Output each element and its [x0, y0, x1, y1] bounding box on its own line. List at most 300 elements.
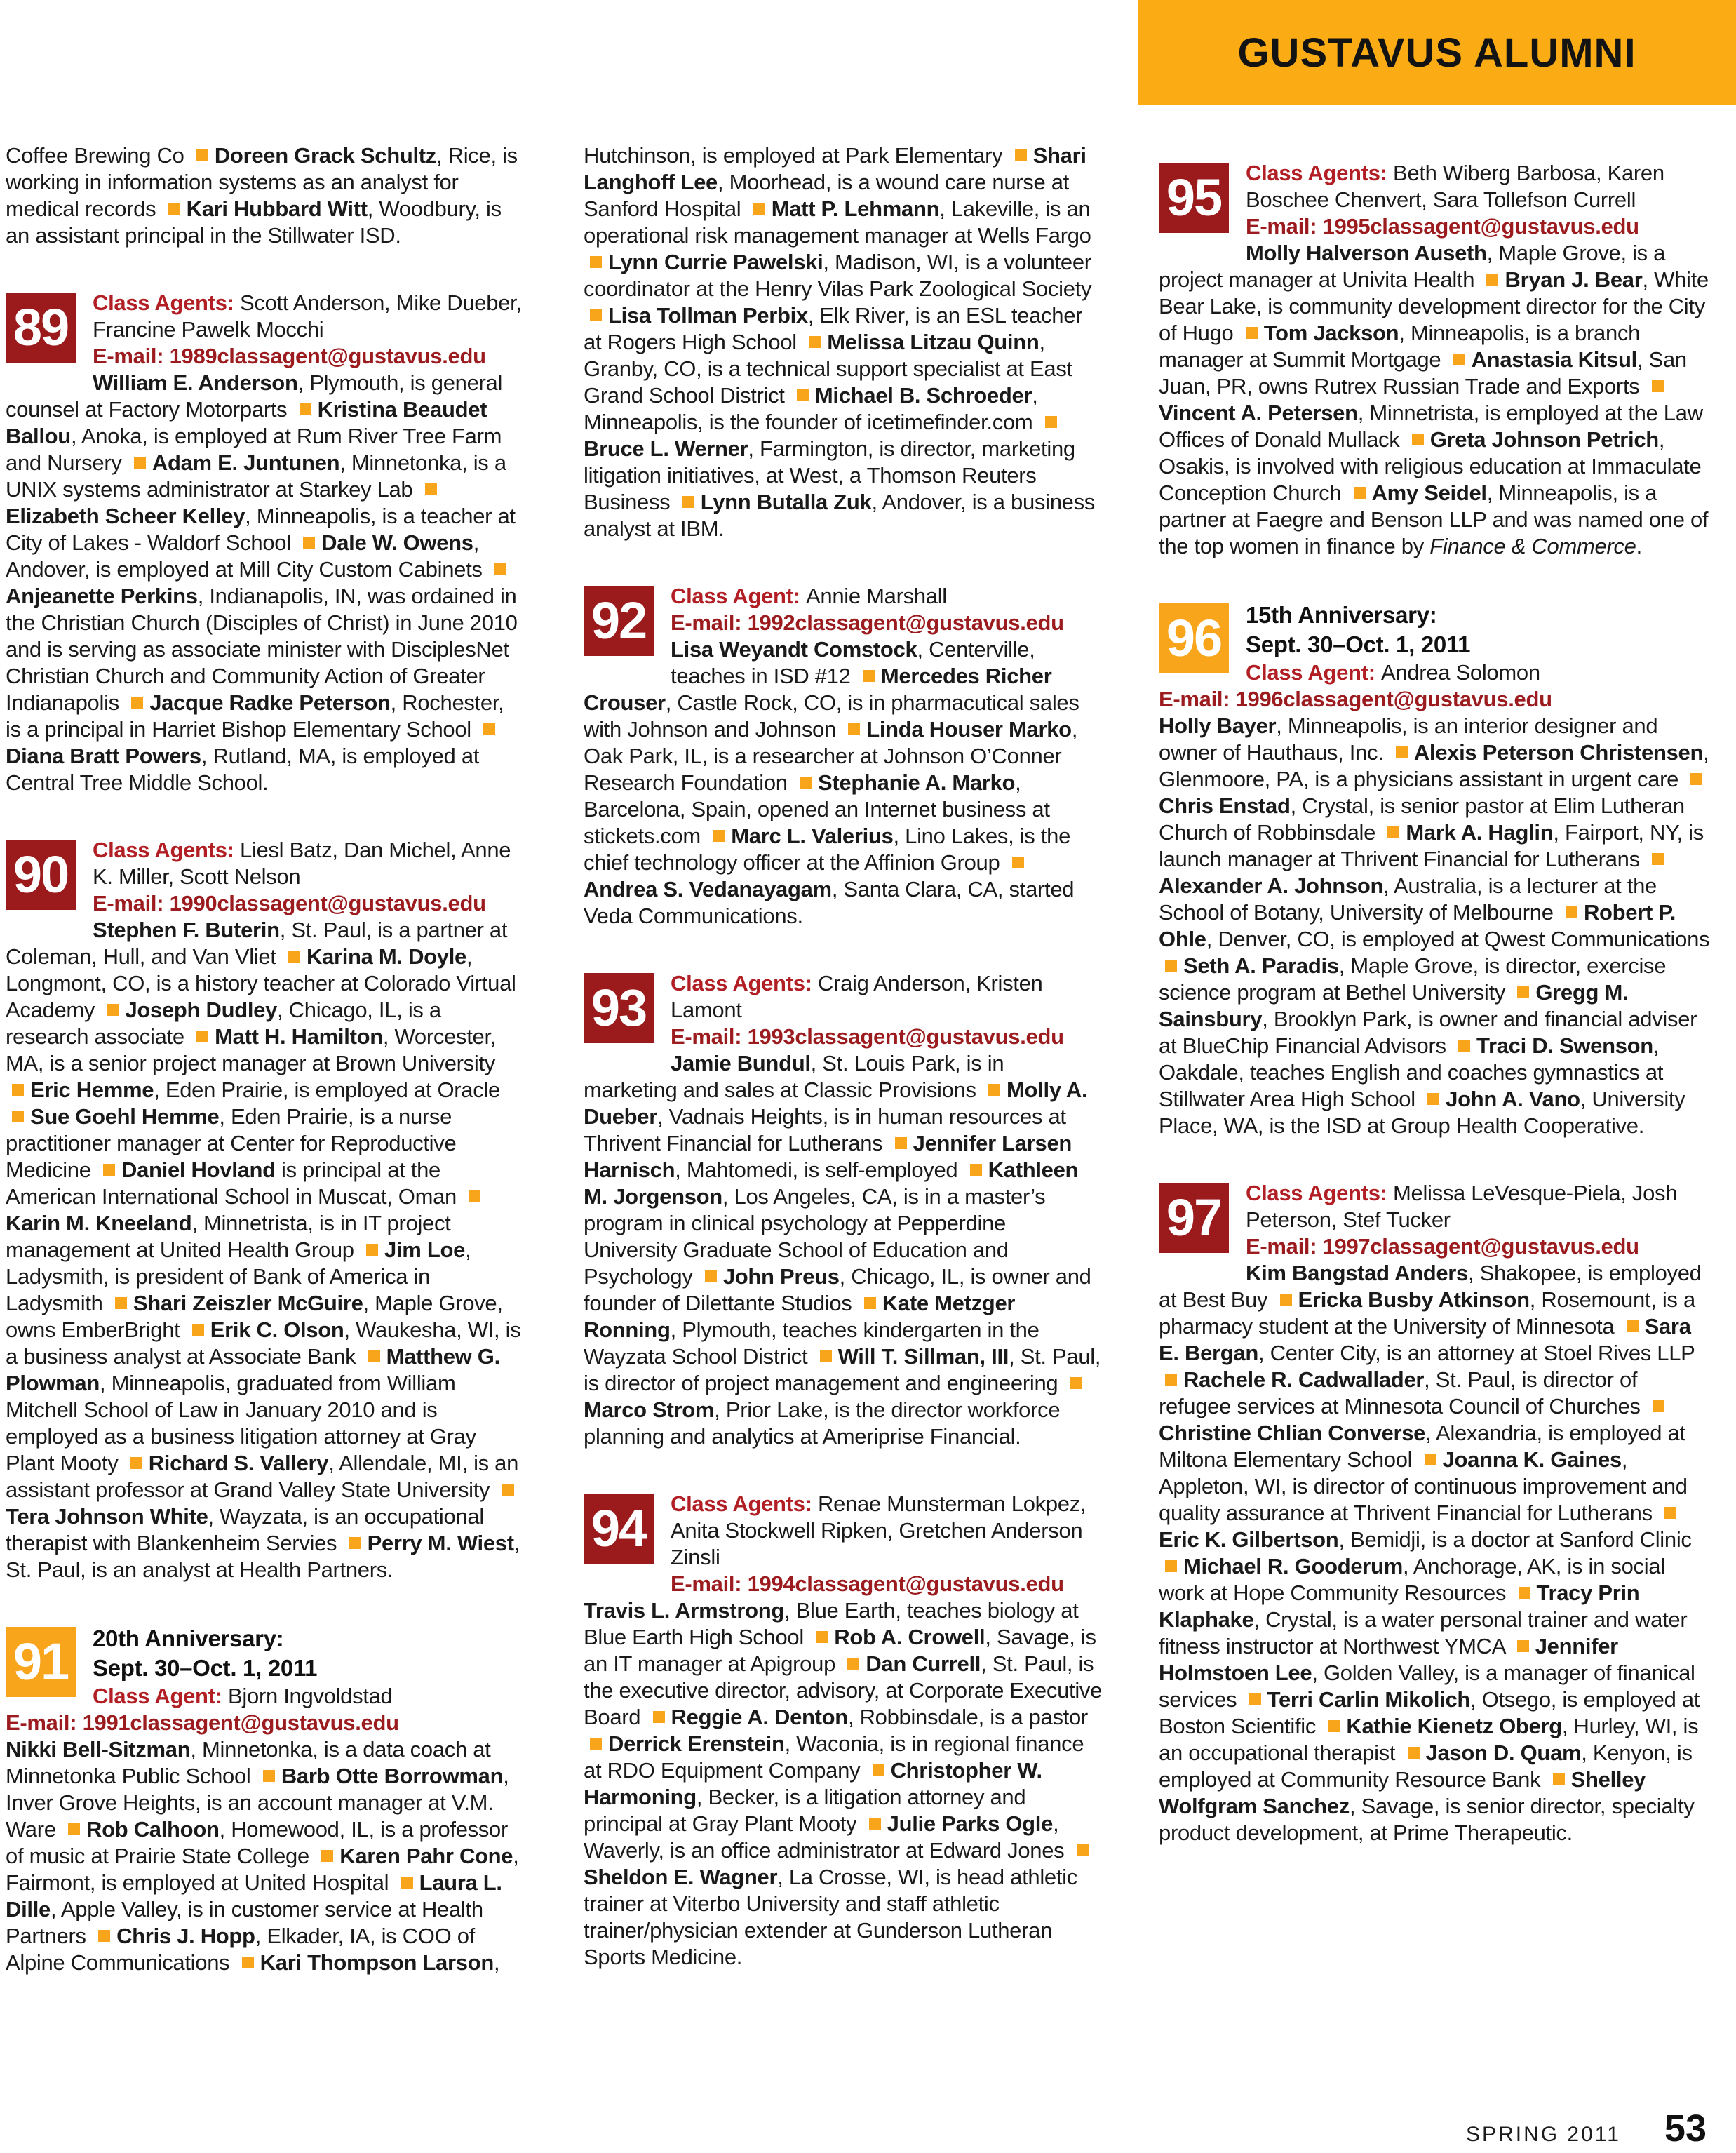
note-text: , Brooklyn Park, is owner and financial adviser at BlueChip Financial Advisors	[1159, 1007, 1697, 1058]
class-section-91	[6, 1624, 525, 1976]
class-section-93	[584, 970, 1103, 1450]
note-text: .	[1636, 534, 1642, 558]
bullet-icon	[131, 697, 143, 709]
bullet-icon	[321, 1850, 333, 1862]
note-text: , Hurley, WI, is an occupational therapist	[1159, 1714, 1699, 1765]
class-section-92	[584, 583, 1103, 930]
note-text: , Apple Valley, is in customer service at Health Partners	[6, 1897, 483, 1948]
alumni-name: Andrea S. Vedanayagam	[584, 877, 832, 901]
bullet-icon	[797, 389, 809, 401]
note-text: , Bemidji, is a doctor at Sanford Clinic	[1338, 1527, 1692, 1552]
bullet-icon	[366, 1244, 378, 1256]
banner-title: GUSTAVUS ALUMNI	[1237, 29, 1636, 76]
alumni-name: Shelley Wolfgram Sanchez	[1159, 1767, 1646, 1818]
class-year-badge: 89	[6, 293, 76, 363]
alumni-name: Michael R. Gooderum	[1183, 1554, 1403, 1578]
continuation-paragraph	[6, 142, 525, 249]
alumni-name: Jennifer Holmstoen Lee	[1159, 1634, 1618, 1685]
note-text: , Granby, CO, is a technical support specialist at East Grand School District	[584, 330, 1072, 408]
bullet-icon	[1553, 1773, 1565, 1785]
class-agents-label: Class Agents:	[93, 290, 240, 315]
alumni-name: Sue Goehl Hemme	[30, 1104, 220, 1129]
alumni-name: Stephanie A. Marko	[818, 770, 1016, 795]
alumni-name: Melissa Litzau Quinn	[827, 330, 1039, 354]
note-text: , Worcester, MA, is a senior project manager at Brown University	[6, 1024, 497, 1075]
bullet-icon	[864, 1297, 876, 1309]
note-text: , Anchorage, AK, is in social work at Hope Community Resources	[1159, 1554, 1665, 1605]
note-text: , Eden Prairie, is a nurse practitioner manager at Center for Reproductive Medicine	[6, 1104, 457, 1182]
bullet-icon	[288, 951, 300, 963]
alumni-name: Greta Johnson Petrich	[1429, 427, 1659, 452]
alumni-name: Matthew G. Plowman	[6, 1344, 500, 1395]
alumni-name: Adam E. Juntunen	[152, 450, 340, 475]
bullet-icon	[590, 1738, 602, 1750]
alumni-name: Matt H. Hamilton	[215, 1024, 383, 1049]
note-text: , Mahtomedi, is self-employed	[675, 1158, 964, 1182]
note-text: , Rochester, is a principal in Harriet Bishop Elementary School	[6, 690, 504, 742]
class-section-95	[1159, 160, 1711, 560]
note-text: , Chicago, IL, is a research associate	[6, 998, 441, 1049]
class-notes	[6, 1736, 525, 1976]
note-text: , Maple Grove, is director, exercise science program at Bethel University	[1159, 953, 1667, 1005]
note-text: , Andover, is employed at Mill City Custom Cabinets	[6, 530, 488, 582]
note-text: , Shakopee, is employed at Best Buy	[1159, 1261, 1702, 1312]
anniversary-heading: 20th Anniversary: Sept. 30–Oct. 1, 2011	[93, 1625, 318, 1681]
alumni-name: Mercedes Richer Crouser	[584, 664, 1052, 715]
alumni-name: Kim Bangstad Anders	[1246, 1261, 1468, 1285]
alumni-name: Molly Halverson Auseth	[1246, 241, 1487, 265]
bullet-icon	[1045, 416, 1057, 428]
class-agents-label: Class Agent:	[93, 1684, 229, 1708]
bullet-icon	[107, 1004, 119, 1016]
class-notes	[6, 917, 525, 1583]
alumni-name: Nikki Bell-Sitzman	[6, 1737, 191, 1762]
bullet-icon	[682, 496, 694, 508]
alumni-name: Chris J. Hopp	[116, 1924, 255, 1948]
class-agent-email: E-mail: 1989classagent@gustavus.edu	[93, 344, 486, 368]
bullet-icon	[1412, 434, 1424, 445]
alumni-name: Reggie A. Denton	[671, 1705, 848, 1729]
note-text: , Barcelona, Spain, opened an Internet business at stickets.com	[584, 770, 1050, 848]
bullet-icon	[1517, 1640, 1529, 1652]
bullet-icon	[1396, 746, 1408, 758]
note-text: , Rosemount, is a pharmacy student at the University of Minnesota	[1159, 1287, 1695, 1339]
class-agents: Class Agents: Beth Wiberg Barbosa, Karen Boschee Chenvert, Sara Tollefson Currell	[1246, 161, 1664, 212]
bullet-icon	[1652, 853, 1664, 865]
alumni-name: John Preus	[722, 1264, 840, 1289]
class-agent-email: E-mail: 1996classagent@gustavus.edu	[1159, 687, 1552, 711]
bullet-icon	[820, 1350, 832, 1362]
class-year-badge: 93	[584, 973, 654, 1043]
bullet-icon	[970, 1164, 982, 1176]
note-text: , Prior Lake, is the director workforce planning and analytics at Ameriprise Financial.	[584, 1397, 1061, 1449]
alumni-name: Lynn Butalla Zuk	[700, 490, 872, 514]
alumni-name: Terri Carlin Mikolich	[1267, 1687, 1471, 1712]
bullet-icon	[800, 777, 812, 789]
note-text: , Santa Clara, CA, started Veda Communications.	[584, 877, 1075, 928]
bullet-icon	[300, 403, 311, 415]
note-text: , Centerville, teaches in ISD #12	[671, 637, 1035, 688]
bullet-icon	[1408, 1747, 1420, 1759]
class-agents: Class Agents: Liesl Batz, Dan Michel, Anne K. Miller, Scott Nelson	[93, 838, 511, 889]
class-agents-label: Class Agents:	[671, 1491, 818, 1516]
bullet-icon	[130, 1457, 142, 1469]
note-text: , Minneapolis, is an interior designer and owner of Hauthaus, Inc.	[1159, 713, 1658, 765]
alumni-name: William E. Anderson	[93, 370, 298, 395]
class-agent-email: E-mail: 1994classagent@gustavus.edu	[671, 1571, 1064, 1596]
note-text: is principal at the American International School in Muscat, Oman	[6, 1158, 463, 1209]
note-text: , Wayzata, is an occupational therapist with Blankenheim Servies	[6, 1504, 484, 1555]
note-text: , Fairport, NY, is launch manager at Thrivent Financial for Lutherans	[1159, 820, 1704, 871]
class-year-badge: 91	[6, 1627, 76, 1697]
alumni-name: Christopher W. Harmoning	[584, 1758, 1042, 1809]
note-text: , Otsego, is employed at Boston Scientific	[1159, 1687, 1700, 1738]
alumni-name: Kate Metzger Ronning	[584, 1291, 1016, 1342]
bullet-icon	[705, 1270, 717, 1282]
alumni-name: Marc L. Valerius	[731, 824, 894, 848]
bullet-icon	[1519, 1587, 1530, 1599]
alumni-name: Vincent A. Petersen	[1159, 401, 1358, 425]
class-agents: Class Agents: Melissa LeVesque-Piela, Josh Peterson, Stef Tucker	[1246, 1181, 1678, 1232]
bullet-icon	[1486, 274, 1498, 286]
note-text: , Appleton, WI, is director of continuous improvement and quality assurance at Thrivent Financial for Lutherans	[1159, 1447, 1688, 1525]
bullet-icon	[1249, 1693, 1261, 1705]
note-text: Coffee Brewing Co	[6, 143, 190, 168]
class-year-badge: 95	[1159, 163, 1229, 233]
alumni-name: Jamie Bundul	[671, 1051, 811, 1075]
note-text: , Elkader, IA, is COO of Alpine Communications	[6, 1924, 475, 1975]
alumni-name: Kari Hubbard Witt	[186, 196, 368, 221]
bullet-icon	[303, 537, 315, 549]
note-text: , Minneapolis, is the founder of icetimefinder.com	[584, 383, 1039, 434]
alumni-name: Lisa Weyandt Comstock	[671, 637, 917, 662]
bullet-icon	[1627, 1320, 1639, 1332]
bullet-icon	[12, 1084, 24, 1096]
bullet-icon	[873, 1764, 884, 1776]
bullet-icon	[494, 563, 506, 575]
bullet-icon	[368, 1350, 380, 1362]
bullet-icon	[483, 723, 495, 735]
column-2	[584, 142, 1103, 1971]
publication-name: Finance & Commerce	[1429, 534, 1636, 558]
class-section-96	[1159, 601, 1711, 1139]
note-text: , Maple Grove, owns EmberBright	[6, 1291, 503, 1342]
column-1	[6, 142, 525, 1976]
class-year-badge: 97	[1159, 1183, 1229, 1253]
class-year-badge: 96	[1159, 603, 1229, 673]
alumni-name: Sheldon E. Wagner	[584, 1865, 778, 1889]
note-text: , Longmont, CO, is a history teacher at Colorado Virtual Academy	[6, 944, 516, 1022]
note-text: , Indianapolis, IN, was ordained in the Christian Church (Disciples of Christ) in June 2010 and is serving as associate minister with DisciplesNet Christian Church and Community Action of Greater Indianapolis	[6, 584, 518, 715]
column-3	[1159, 160, 1711, 1846]
note-text: Hutchinson, is employed at Park Elementary	[584, 143, 1009, 168]
class-agent-email: E-mail: 1990classagent@gustavus.edu	[93, 891, 486, 915]
class-notes	[1159, 713, 1711, 1139]
bullet-icon	[713, 830, 725, 842]
alumni-name: Joseph Dudley	[125, 998, 278, 1022]
note-text: , Anoka, is employed at Rum River Tree Farm and Nursery	[6, 424, 502, 475]
alumni-name: Eric K. Gilbertson	[1159, 1527, 1339, 1552]
alumni-name: Robert P. Ohle	[1159, 900, 1676, 951]
alumni-name: Karina M. Doyle	[306, 944, 466, 969]
class-agents: Class Agents: Scott Anderson, Mike Dueber, Francine Pawelk Mocchi	[93, 290, 522, 342]
bullet-icon	[425, 483, 437, 495]
bullet-icon	[469, 1190, 480, 1202]
alumni-name: Bryan J. Bear	[1505, 267, 1643, 292]
bullet-icon	[1165, 1374, 1177, 1386]
section-banner	[1138, 0, 1736, 105]
note-text: , Kenyon, is employed at Community Resource Bank	[1159, 1740, 1693, 1792]
note-text: , Andover, is a business analyst at IBM.	[584, 490, 1095, 541]
alumni-name: Shari Langhoff Lee	[584, 143, 1086, 194]
alumni-name: Kristina Beaudet Ballou	[6, 397, 487, 448]
note-text: , Maple Grove, is a project manager at Univita Health	[1159, 241, 1666, 292]
bullet-icon	[134, 457, 146, 469]
alumni-name: Matt P. Lehmann	[771, 196, 940, 221]
bullet-icon	[1246, 327, 1258, 339]
alumni-name: Erik C. Olson	[210, 1317, 344, 1342]
alumni-name: Traci D. Swenson	[1476, 1033, 1653, 1058]
alumni-name: Michael B. Schroeder	[814, 383, 1032, 408]
note-text: , Osakis, is involved with religious education at Immaculate Conception Church	[1159, 427, 1702, 505]
note-text: , Minnetonka, is a UNIX systems administrator at Starkey Lab	[6, 450, 506, 502]
class-section-97	[1159, 1180, 1711, 1846]
class-agents: Class Agent: Andrea Solomon	[1246, 660, 1540, 685]
class-agents-label: Class Agent:	[671, 584, 807, 608]
page-number: 53	[1664, 2107, 1707, 2149]
bullet-icon	[1165, 1560, 1177, 1572]
note-text: , St. Paul, is the executive director, advisory, at Corporate Executive Board	[584, 1651, 1103, 1729]
bullet-icon	[1652, 380, 1664, 392]
class-notes	[1159, 240, 1711, 560]
note-text: , Minneapolis, graduated from William Mitchell School of Law in January 2010 and is employed as a business litigation attorney at Gray Plant Mooty	[6, 1371, 476, 1475]
note-text: , St. Paul, is director of project management and engineering	[584, 1344, 1101, 1395]
alumni-name: Tera Johnson White	[6, 1504, 208, 1529]
note-text: , Minnetrista, is in IT project management at United Health Group	[6, 1211, 451, 1262]
class-agent-email: E-mail: 1997classagent@gustavus.edu	[1246, 1234, 1639, 1259]
bullet-icon	[1070, 1377, 1082, 1389]
alumni-name: Laura L. Dille	[6, 1870, 502, 1921]
bullet-icon	[1354, 487, 1366, 499]
alumni-name: Kathie Kienetz Oberg	[1346, 1714, 1562, 1738]
alumni-name: Dan Currell	[866, 1651, 981, 1676]
alumni-name: Travis L. Armstrong	[584, 1598, 784, 1623]
note-text: , Eden Prairie, is employed at Oracle	[154, 1078, 500, 1102]
alumni-name: Karin M. Kneeland	[6, 1211, 192, 1235]
alumni-name: Molly A. Dueber	[584, 1078, 1088, 1129]
class-year-badge: 94	[584, 1494, 654, 1564]
alumni-name: Sara E. Bergan	[1159, 1314, 1691, 1365]
bullet-icon	[1427, 1093, 1439, 1105]
note-text: , University Place, WA, is the ISD at Group Health Cooperative.	[1159, 1087, 1685, 1138]
class-notes	[6, 370, 525, 796]
class-agent-email: E-mail: 1995classagent@gustavus.edu	[1246, 214, 1639, 239]
page-footer	[1466, 2107, 1707, 2150]
alumni-name: Derrick Erenstein	[608, 1731, 785, 1756]
note-text: , Blue Earth, teaches biology at Blue Earth High School	[584, 1598, 1079, 1649]
alumni-name: Joanna K. Gaines	[1442, 1447, 1622, 1472]
class-agents: Class Agent: Annie Marshall	[671, 584, 947, 608]
class-agent-email: E-mail: 1991classagent@gustavus.edu	[6, 1710, 399, 1735]
note-text: , Chicago, IL, is owner and founder of Dilettante Studios	[584, 1264, 1091, 1315]
bullet-icon	[895, 1137, 907, 1149]
alumni-name: Richard S. Vallery	[148, 1451, 329, 1475]
alumni-name: Julie Parks Ogle	[887, 1811, 1054, 1836]
class-agents-label: Class Agents:	[1246, 161, 1393, 185]
alumni-name: Alexander A. Johnson	[1159, 873, 1384, 898]
alumni-name: Gregg M. Sainsbury	[1159, 980, 1629, 1031]
alumni-name: Bruce L. Werner	[584, 436, 748, 461]
bullet-icon	[1458, 1040, 1470, 1052]
note-text: , St. Louis Park, is in marketing and sales at Classic Provisions	[584, 1051, 1004, 1102]
note-text: , Moorhead, is a wound care nurse at Sanford Hospital	[584, 170, 1069, 221]
alumni-name: Doreen Grack Schultz	[214, 143, 436, 168]
alumni-name: Rob Calhoon	[86, 1817, 220, 1842]
alumni-name: Mark A. Haglin	[1406, 820, 1554, 845]
bullet-icon	[653, 1711, 665, 1723]
bullet-icon	[809, 336, 821, 348]
note-text: , Minneapolis, is a branch manager at Summit Mortgage	[1159, 321, 1641, 372]
alumni-name: Amy Seidel	[1371, 481, 1487, 505]
note-text: , Minnetrista, is employed at the Law Offices of Donald Mullack	[1159, 401, 1703, 452]
note-text: , Golden Valley, is a manager of finanical services	[1159, 1661, 1695, 1712]
class-section-94	[584, 1491, 1103, 1971]
note-text: , Minneapolis, is a partner at Faegre and Benson LLP and was named one of the top women in finance by	[1159, 481, 1709, 558]
alumni-name: Barb Otte Borrowman	[281, 1764, 504, 1788]
bullet-icon	[869, 1818, 881, 1830]
bullet-icon	[816, 1631, 828, 1643]
note-text: , Farmington, is director, marketing litigation initiatives, at West, a Thomson Reuters Business	[584, 436, 1075, 514]
alumni-name: Tom Jackson	[1263, 321, 1399, 345]
class-agents-label: Class Agents:	[671, 971, 818, 995]
note-text: , Allendale, MI, is an assistant professor at Grand Valley State University	[6, 1451, 519, 1502]
note-text: , Elk River, is an ESL teacher at Rogers High School	[584, 303, 1083, 354]
alumni-name: Lisa Tollman Perbix	[608, 303, 808, 328]
alumni-name: Eric Hemme	[30, 1078, 154, 1102]
note-text: , Woodbury, is an assistant principal in the Stillwater ISD.	[6, 196, 502, 248]
class-agents-label: Class Agents:	[1246, 1181, 1393, 1205]
alumni-name: Linda Houser Marko	[866, 717, 1072, 742]
note-text: , Minnetonka, is a data coach at Minnetonka Public School	[6, 1737, 491, 1788]
alumni-name: Holly Bayer	[1159, 713, 1277, 738]
bullet-icon	[1517, 986, 1529, 998]
bullet-icon	[753, 203, 765, 215]
note-text: , Fairmont, is employed at United Hospital	[6, 1844, 519, 1895]
note-text: , Plymouth, teaches kindergarten in the Wayzata School District	[584, 1317, 1039, 1369]
class-agents-label: Class Agents:	[93, 838, 240, 862]
note-text: , Becker, is a litigation attorney and principal at Gray Plant Mooty	[584, 1785, 1026, 1836]
note-text: , Crystal, is senior pastor at Elim Lutheran Church of Robbinsdale	[1159, 793, 1685, 845]
class-agents: Class Agent: Bjorn Ingvoldstad	[93, 1684, 393, 1708]
alumni-name: Stephen F. Buterin	[93, 918, 280, 942]
bullet-icon	[502, 1484, 514, 1496]
alumni-name: Kathleen M. Jorgenson	[584, 1158, 1079, 1209]
alumni-name: Kari Thompson Larson	[260, 1950, 494, 1975]
alumni-name: Perry M. Wiest	[367, 1531, 514, 1555]
alumni-name: Jim Loe	[384, 1238, 466, 1262]
alumni-name: Daniel Hovland	[121, 1158, 276, 1182]
note-text: , Lakeville, is an operational risk management manager at Wells Fargo	[584, 196, 1091, 248]
bullet-icon	[847, 1658, 859, 1670]
bullet-icon	[168, 203, 180, 215]
bullet-icon	[196, 149, 208, 161]
bullet-icon	[98, 1930, 110, 1942]
bullet-icon	[848, 723, 860, 735]
note-text: , St. Paul, is director of refugee services at Minnesota Council of Churches	[1159, 1367, 1646, 1418]
note-text: , Vadnais Heights, is in human resources at Thrivent Financial for Lutherans	[584, 1104, 1066, 1155]
bullet-icon	[1664, 1507, 1676, 1519]
note-text: , Glenmoore, PA, is a physicians assistant in urgent care	[1159, 740, 1709, 791]
note-text: , Oak Park, IL, is a researcher at Johnson O’Conner Research Foundation	[584, 717, 1078, 795]
alumni-name: Jacque Radke Peterson	[149, 690, 391, 715]
alumni-name: Karen Pahr Cone	[339, 1844, 513, 1868]
class-section-90	[6, 837, 525, 1583]
issue-label: SPRING 2011	[1466, 2123, 1621, 2146]
note-text: , Oakdale, teaches English and coaches gymnastics at Stillwater Area High School	[1159, 1033, 1664, 1111]
note-text: , San Juan, PR, owns Rutrex Russian Trade and Exports	[1159, 347, 1687, 398]
bullet-icon	[1280, 1294, 1292, 1306]
class-year-badge: 90	[6, 840, 76, 910]
note-text: , Waconia, is in regional finance at RDO Equipment Company	[584, 1731, 1084, 1783]
alumni-name: Chris Enstad	[1159, 793, 1291, 818]
class-notes	[584, 1597, 1103, 1971]
alumni-name: Jennifer Larsen Harnisch	[584, 1131, 1072, 1182]
note-text: , Madison, WI, is a volunteer coordinator at the Henry Vilas Park Zoological Society	[584, 250, 1092, 301]
note-text: , Minneapolis, is a teacher at City of Lakes - Waldorf School	[6, 504, 516, 555]
bullet-icon	[590, 309, 602, 321]
anniversary-heading: 15th Anniversary: Sept. 30–Oct. 1, 2011	[1246, 602, 1471, 657]
alumni-name: Will T. Sillman, III	[837, 1344, 1009, 1369]
bullet-icon	[192, 1324, 204, 1336]
bullet-icon	[103, 1164, 115, 1176]
bullet-icon	[12, 1111, 24, 1122]
note-text: , White Bear Lake, is community development director for the City of Hugo	[1159, 267, 1709, 345]
bullet-icon	[115, 1297, 127, 1309]
note-text: , Lino Lakes, is the chief technology officer at the Affinion Group	[584, 824, 1071, 875]
bullet-icon	[1653, 1400, 1664, 1412]
bullet-icon	[242, 1957, 254, 1968]
note-text: , Homewood, IL, is a professor of music at Prairie State College	[6, 1817, 509, 1868]
note-text: , Savage, is senior director, specialty product development, at Prime Therapeutic.	[1159, 1794, 1695, 1845]
note-text: , St. Paul, is a partner at Coleman, Hull, and Van Vliet	[6, 918, 508, 969]
note-text: , Waverly, is an office administrator at Edward Jones	[584, 1811, 1070, 1863]
note-text: , Denver, CO, is employed at Qwest Communications	[1206, 927, 1710, 951]
alumni-name: Shari Zeiszler McGuire	[133, 1291, 363, 1315]
alumni-name: Dale W. Owens	[321, 530, 473, 555]
bullet-icon	[349, 1537, 361, 1549]
alumni-name: John A. Vano	[1446, 1087, 1580, 1111]
alumni-name: Tracy Prin Klaphake	[1159, 1581, 1640, 1632]
note-text: , Robbinsdale, is a pastor	[847, 1705, 1088, 1729]
note-text: , Savage, is an IT manager at Apigroup	[584, 1625, 1096, 1676]
class-notes	[1159, 1260, 1711, 1846]
class-agent-email: E-mail: 1992classagent@gustavus.edu	[671, 610, 1064, 635]
class-agent-email: E-mail: 1993classagent@gustavus.edu	[671, 1024, 1064, 1049]
alumni-name: Marco Strom	[584, 1397, 715, 1422]
note-text: , Rice, is working in information systems as an analyst for medical records	[6, 143, 518, 221]
class-notes	[584, 636, 1103, 930]
bullet-icon	[590, 256, 602, 268]
class-notes	[584, 1050, 1103, 1450]
note-text: , Plymouth, is general counsel at Factory Motorparts	[6, 370, 503, 422]
bullet-icon	[1690, 773, 1702, 785]
note-text: , St. Paul, is an analyst at Health Partners.	[6, 1531, 520, 1582]
note-text: , Rutland, MA, is employed at Central Tree Middle School.	[6, 744, 480, 795]
note-text: , Inver Grove Heights, is an account manager at V.M. Ware	[6, 1764, 509, 1842]
class-section-89	[6, 290, 525, 796]
note-text: , Los Angeles, CA, is in a master’s program in clinical psychology at Pepperdine University Graduate School of Education and Psychology	[584, 1184, 1046, 1289]
note-text: , Alexandria, is employed at Miltona Elementary School	[1159, 1421, 1685, 1472]
